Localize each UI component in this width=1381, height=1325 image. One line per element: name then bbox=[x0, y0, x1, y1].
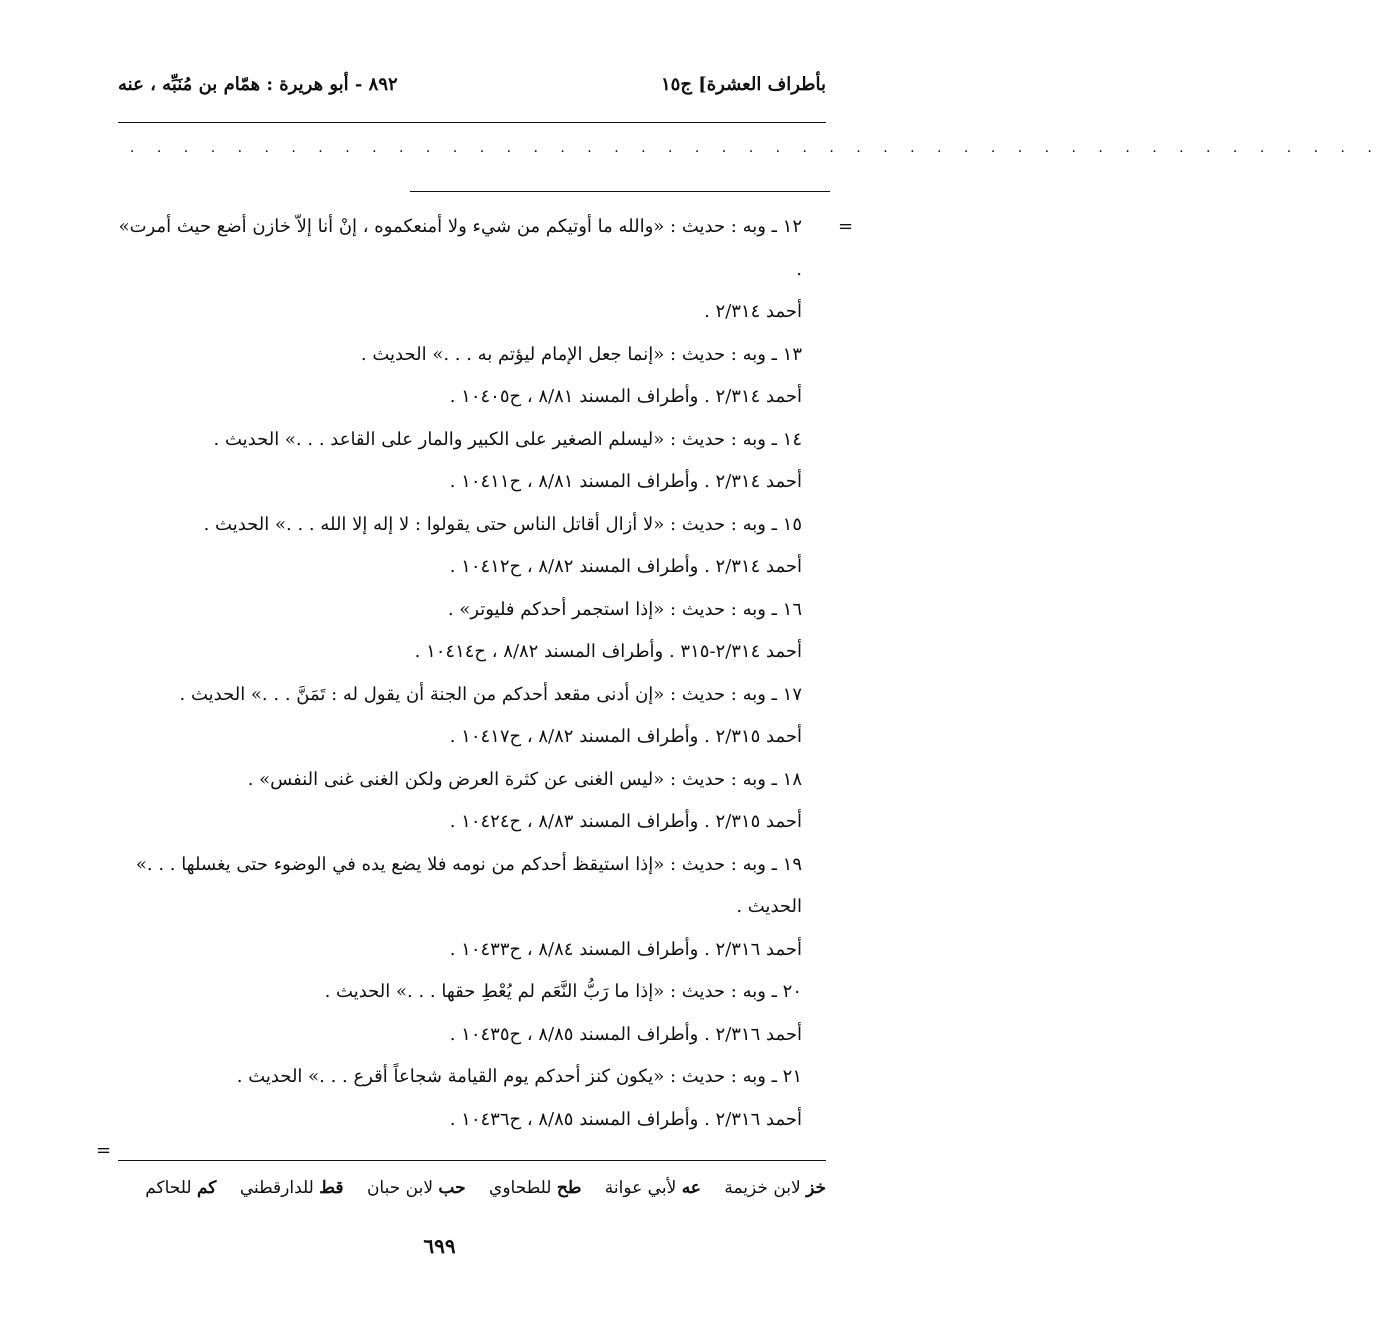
legend-item: حب لابن حبان bbox=[366, 1178, 466, 1198]
section-rule bbox=[410, 191, 830, 192]
hadith-entry-12: ١٢ ـ وبه : حديث : «والله ما أوتيكم من شيء ولا أمنعكموه ، إنْ أنا إلاّ خازن أضع حيث أمرت» . bbox=[118, 216, 802, 280]
reference-12: أحمد ٢/٣١٤ . bbox=[704, 301, 802, 322]
header-chapter-title: ٨٩٢ - أبو هريرة : همّام بن مُنَبِّه ، عنه bbox=[118, 74, 398, 95]
reference-16: أحمد ٢/٣١٤-٣١٥ . وأطراف المسند ٨/٨٢ ، ح١٠٤١٤ . bbox=[414, 641, 802, 662]
reference-17: أحمد ٢/٣١٥ . وأطراف المسند ٨/٨٢ ، ح١٠٤١٧ . bbox=[449, 726, 802, 747]
reference-14: أحمد ٢/٣١٤ . وأطراف المسند ٨/٨١ ، ح١٠٤١١ . bbox=[449, 471, 802, 492]
hadith-entry-13: ١٣ ـ وبه : حديث : «إنما جعل الإمام ليؤتم به . . .» الحديث . bbox=[360, 343, 802, 365]
hadith-entry-18: ١٨ ـ وبه : حديث : «ليس الغنى عن كثرة العرض ولكن الغنى غنى النفس» . bbox=[247, 768, 802, 790]
legend-item: عه لأبي عوانة bbox=[604, 1178, 701, 1198]
legend-item: طح للطحاوي bbox=[489, 1178, 582, 1198]
reference-18: أحمد ٢/٣١٥ . وأطراف المسند ٨/٨٣ ، ح١٠٤٢٤ . bbox=[449, 811, 802, 832]
continuation-mark-top: = bbox=[838, 216, 854, 237]
hadith-entry-17: ١٧ ـ وبه : حديث : «إن أدنى مقعد أحدكم من الجنة أن يقول له : تَمَنَّ . . .» الحديث . bbox=[179, 683, 802, 705]
footnote-rule bbox=[118, 1160, 826, 1161]
page-number: ٦٩٩ bbox=[423, 1234, 456, 1258]
continuation-mark-bottom: = bbox=[96, 1140, 112, 1161]
reference-13: أحمد ٢/٣١٤ . وأطراف المسند ٨/٨١ ، ح١٠٤٠٥ . bbox=[449, 386, 802, 407]
legend-item: خز لابن خزيمة bbox=[724, 1178, 826, 1198]
hadith-entry-19: ١٩ ـ وبه : حديث : «إذا استيقظ أحدكم من نومه فلا يضع يده في الوضوء حتى يغسلها . . .» الحديث . bbox=[135, 853, 802, 917]
hadith-entry-21: ٢١ ـ وبه : حديث : «يكون كنز أحدكم يوم القيامة شجاعاً أقرع . . .» الحديث . bbox=[236, 1066, 802, 1087]
reference-19: أحمد ٢/٣١٦ . وأطراف المسند ٨/٨٤ ، ح١٠٤٣٣ . bbox=[449, 938, 802, 960]
reference-21: أحمد ٢/٣١٦ . وأطراف المسند ٨/٨٥ ، ح١٠٤٣٦ . bbox=[449, 1108, 802, 1130]
ellipsis-dots: . . . . . . . . . . . . . . . . . . . . . . . . . . . . . . . . . . . . . . . . . . . . . . . bbox=[130, 140, 1381, 156]
running-header bbox=[118, 70, 826, 104]
header-book-title: بأطراف العشرة] ج١٥ bbox=[660, 74, 826, 95]
legend-item: كم للحاكم bbox=[145, 1178, 217, 1198]
hadith-entry-16: ١٦ ـ وبه : حديث : «إذا استجمر أحدكم فليوتر» . bbox=[447, 598, 802, 620]
reference-15: أحمد ٢/٣١٤ . وأطراف المسند ٨/٨٢ ، ح١٠٤١٢ . bbox=[449, 556, 802, 577]
abbreviation-legend bbox=[118, 1178, 826, 1198]
legend-item: قط للدارقطني bbox=[239, 1178, 344, 1198]
hadith-entry-15: ١٥ ـ وبه : حديث : «لا أزال أقاتل الناس حتى يقولوا : لا إله إلا الله . . .» الحديث . bbox=[203, 513, 802, 535]
hadith-entry-14: ١٤ ـ وبه : حديث : «ليسلم الصغير على الكبير والمار على القاعد . . .» الحديث . bbox=[213, 428, 802, 450]
header-rule bbox=[118, 122, 826, 123]
hadith-entry-20: ٢٠ ـ وبه : حديث : «إذا ما رَبُّ النَّعَم لم يُعْطِ حقها . . .» الحديث . bbox=[324, 981, 802, 1002]
main-text bbox=[118, 206, 830, 1136]
reference-20: أحمد ٢/٣١٦ . وأطراف المسند ٨/٨٥ ، ح١٠٤٣٥ . bbox=[449, 1023, 802, 1045]
